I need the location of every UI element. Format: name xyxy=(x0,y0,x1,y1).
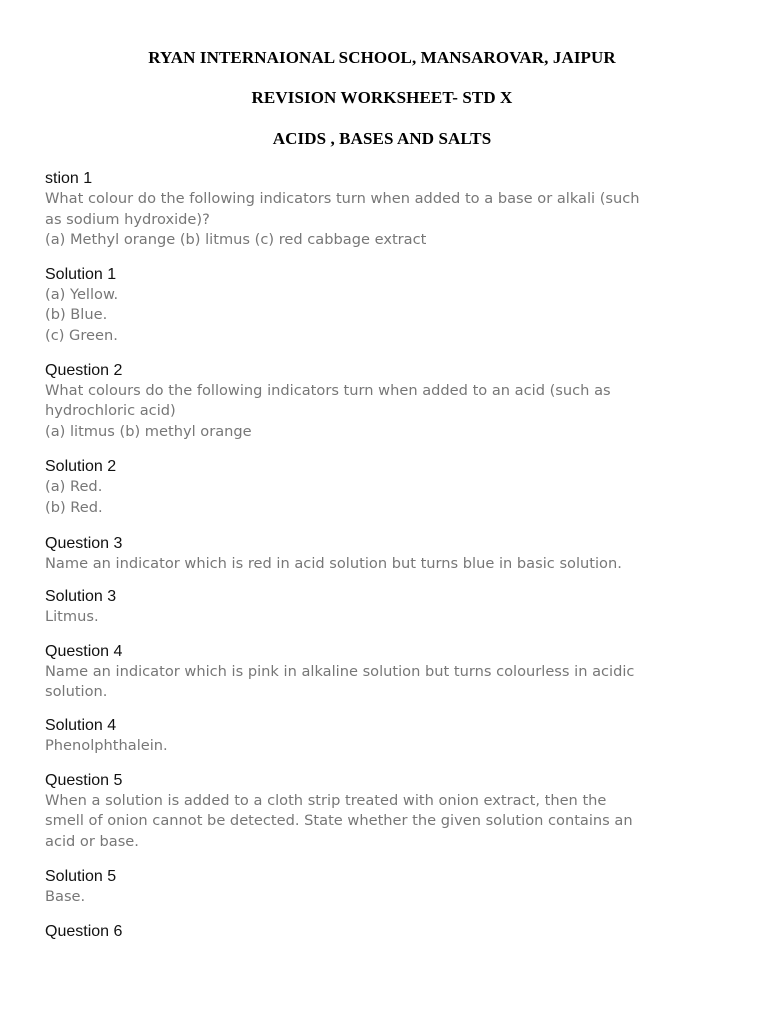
question-heading: stion 1 xyxy=(45,170,93,187)
question-block xyxy=(45,770,735,853)
solution-text: (b) Red. xyxy=(45,498,103,516)
solution-text: (a) Red. xyxy=(45,478,103,496)
question-text: What colours do the following indicators turn when added to an acid (such as xyxy=(45,381,611,399)
solution-block xyxy=(45,456,735,518)
question-heading: Question 4 xyxy=(45,642,123,660)
question-text: smell of onion cannot be detected. State whether the given solution contains an xyxy=(45,812,633,830)
question-text: Name an indicator which is red in acid solution but turns blue in basic solution. xyxy=(45,554,622,572)
solution-heading: Solution 1 xyxy=(45,265,117,283)
solution-block xyxy=(45,866,735,908)
question-text: acid or base. xyxy=(45,832,139,850)
question-block xyxy=(45,641,735,703)
solution-text: Base. xyxy=(45,888,86,906)
question-heading: Question 6 xyxy=(45,922,123,940)
question-text: When a solution is added to a cloth strip treated with onion extract, then the xyxy=(45,791,607,809)
question-block xyxy=(45,360,735,443)
solution-text: Phenolphthalein. xyxy=(45,736,168,754)
question-block xyxy=(45,921,735,942)
solution-heading: Solution 5 xyxy=(45,868,117,886)
question-heading: Question 5 xyxy=(45,771,123,789)
worksheet-content xyxy=(45,168,735,955)
solution-text: (b) Blue. xyxy=(45,306,108,324)
question-heading: Question 2 xyxy=(45,361,123,379)
topic-title: ACIDS , BASES AND SALTS xyxy=(272,129,492,148)
solution-heading: Solution 3 xyxy=(45,588,117,606)
question-block xyxy=(45,533,735,575)
question-text: What colour do the following indicators turn when added to a base or alkali (such xyxy=(45,190,640,207)
question-heading: Question 3 xyxy=(45,534,123,552)
question-text: solution. xyxy=(45,683,108,701)
solution-text: (a) Yellow. xyxy=(45,285,119,303)
question-text: (a) Methyl orange (b) litmus (c) red cabbage extract xyxy=(45,231,427,249)
solution-block xyxy=(45,586,735,628)
school-title: RYAN INTERNAIONAL SCHOOL, MANSAROVAR, JAIPUR xyxy=(148,48,616,67)
question-text: hydrochloric acid) xyxy=(45,402,176,420)
solution-heading: Solution 4 xyxy=(45,716,117,734)
solution-text: (c) Green. xyxy=(45,326,118,344)
solution-block xyxy=(45,264,735,347)
worksheet-title: REVISION WORKSHEET- STD X xyxy=(251,88,513,107)
solution-text: Litmus. xyxy=(45,608,99,626)
question-text: as sodium hydroxide)? xyxy=(45,210,210,228)
question-block xyxy=(45,168,735,251)
question-text: Name an indicator which is pink in alkaline solution but turns colourless in acidic xyxy=(45,662,635,680)
question-text: (a) litmus (b) methyl orange xyxy=(45,422,252,440)
solution-block xyxy=(45,715,735,757)
solution-heading: Solution 2 xyxy=(45,458,117,476)
